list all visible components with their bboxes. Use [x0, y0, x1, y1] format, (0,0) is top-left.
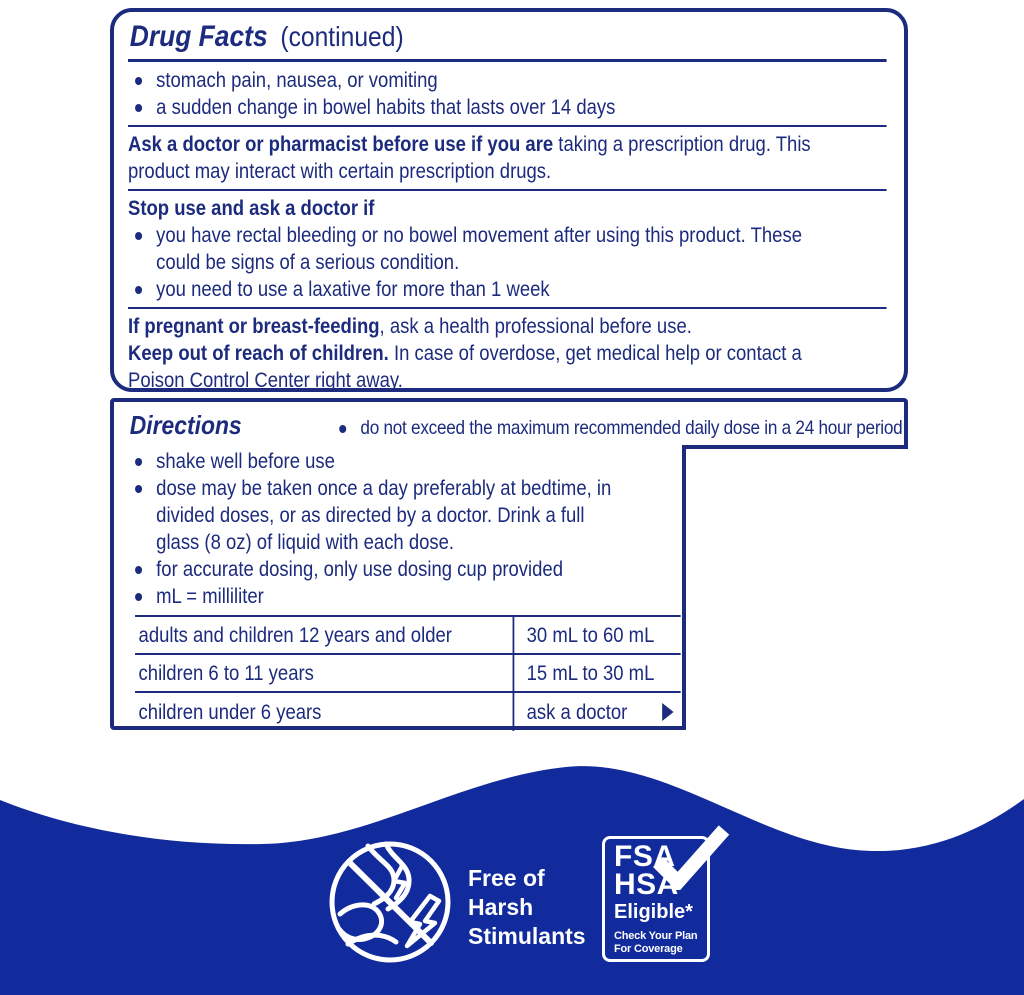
ask-doctor-paragraph [128, 131, 902, 185]
free-of-line-1: Free of [468, 865, 545, 891]
symptom-bullet-1: stomach pain, nausea, or vomiting [156, 69, 438, 92]
list-item [128, 556, 688, 583]
symptom-bullet-2: a sudden change in bowel habits that lasts over 14 days [156, 96, 616, 119]
arrow-right-icon [662, 703, 673, 721]
directions-panel [110, 398, 908, 730]
keep-out-bold: Keep out of reach of children. [128, 342, 389, 365]
badge-eligible-label: Eligible* [614, 901, 693, 923]
ask-doctor-line-2: product may interact with certain prescription drugs. [128, 160, 552, 183]
stop-use-bullet-1-line-1: you have rectal bleeding or no bowel movement after using this product. These [156, 224, 802, 247]
list-item [128, 94, 902, 121]
directions-dose-line-3: glass (8 oz) of liquid with each dose. [156, 531, 455, 554]
ask-doctor-line-1 [128, 131, 902, 158]
drug-facts-continued: (continued) [280, 21, 404, 52]
wave-background [0, 730, 1024, 995]
keep-out-rest: In case of overdose, get medical help or contact a [388, 342, 802, 365]
pregnancy-warning [128, 313, 902, 340]
list-item [128, 67, 902, 94]
pregnancy-rest: , ask a health professional before use. [379, 315, 692, 338]
table-cell-dose [514, 622, 680, 649]
section-rule [128, 307, 887, 309]
list-item [332, 415, 902, 442]
age-group-label: children 6 to 11 years [138, 661, 314, 685]
table-cell-dose [514, 699, 680, 726]
list-item [128, 583, 688, 610]
dose-value: ask a doctor [526, 700, 628, 724]
directions-inline-bullet: do not exceed the maximum recommended daily dose in a 24 hour period [360, 417, 903, 439]
age-group-label: adults and children 12 years and older [138, 623, 452, 647]
keep-out-line-2: Poison Control Center right away. [128, 369, 403, 392]
stop-use-heading: Stop use and ask a doctor if [128, 197, 375, 220]
list-item [128, 276, 902, 303]
badge-check-plan-label: Check Your Plan [614, 930, 698, 942]
fsa-hsa-checkmark-icon [652, 824, 732, 890]
stop-use-section [128, 195, 902, 303]
free-of-harsh-stimulants-label [468, 864, 586, 951]
list-item [128, 448, 688, 475]
list-item [128, 222, 902, 276]
dose-value: 30 mL to 60 mL [526, 623, 655, 647]
directions-dose-line-2: divided doses, or as directed by a doctor. Drink a full [156, 504, 585, 527]
age-group-label: children under 6 years [138, 700, 322, 724]
free-of-line-3: Stimulants [468, 923, 586, 949]
free-of-line-2: Harsh [468, 894, 534, 920]
badge-hsa-label: HSA [614, 868, 679, 901]
footer-band [0, 730, 1024, 995]
badge-fsa-label: FSA [614, 840, 676, 873]
badge-coverage-label: For Coverage [614, 943, 683, 955]
table-cell-group [135, 693, 514, 731]
stop-use-bullet-1-line-2: could be signs of a serious condition. [156, 251, 460, 274]
directions-bullet-list [128, 448, 688, 610]
table-row [135, 617, 681, 655]
directions-bullet-shake: shake well before use [156, 450, 335, 473]
table-row [135, 655, 681, 693]
directions-dose-line-1: dose may be taken once a day preferably at bedtime, in [156, 477, 612, 500]
table-cell-group [135, 655, 514, 691]
directions-bullet-ml: mL = milliliter [156, 585, 264, 608]
table-cell-dose [514, 660, 680, 687]
drug-facts-title: Drug Facts [129, 20, 268, 53]
directions-heading-row [128, 404, 902, 448]
no-harsh-stimulants-icon [326, 838, 454, 966]
ask-doctor-bold: Ask a doctor or pharmacist before use if you are [128, 133, 554, 156]
table-row [135, 693, 681, 731]
directions-bullet-cup: for accurate dosing, only use dosing cup provided [156, 558, 563, 581]
keep-out-line-1 [128, 340, 902, 367]
pregnancy-bold: If pregnant or breast-feeding [128, 315, 380, 338]
keep-out-warning [128, 340, 902, 394]
section-rule [128, 59, 887, 62]
list-item [128, 475, 688, 556]
drug-facts-panel [110, 8, 908, 392]
dosing-table [135, 615, 681, 731]
ask-doctor-rest: taking a prescription drug. This [553, 133, 811, 156]
drug-facts-heading [128, 14, 902, 56]
symptom-bullet-list [128, 67, 902, 121]
stop-use-bullet-2: you need to use a laxative for more than 1 week [156, 278, 550, 301]
section-rule [128, 125, 887, 127]
section-rule [128, 189, 887, 191]
directions-title: Directions [129, 410, 242, 440]
table-cell-group [135, 617, 514, 653]
dose-value: 15 mL to 30 mL [526, 661, 655, 685]
pregnancy-line [128, 313, 902, 340]
